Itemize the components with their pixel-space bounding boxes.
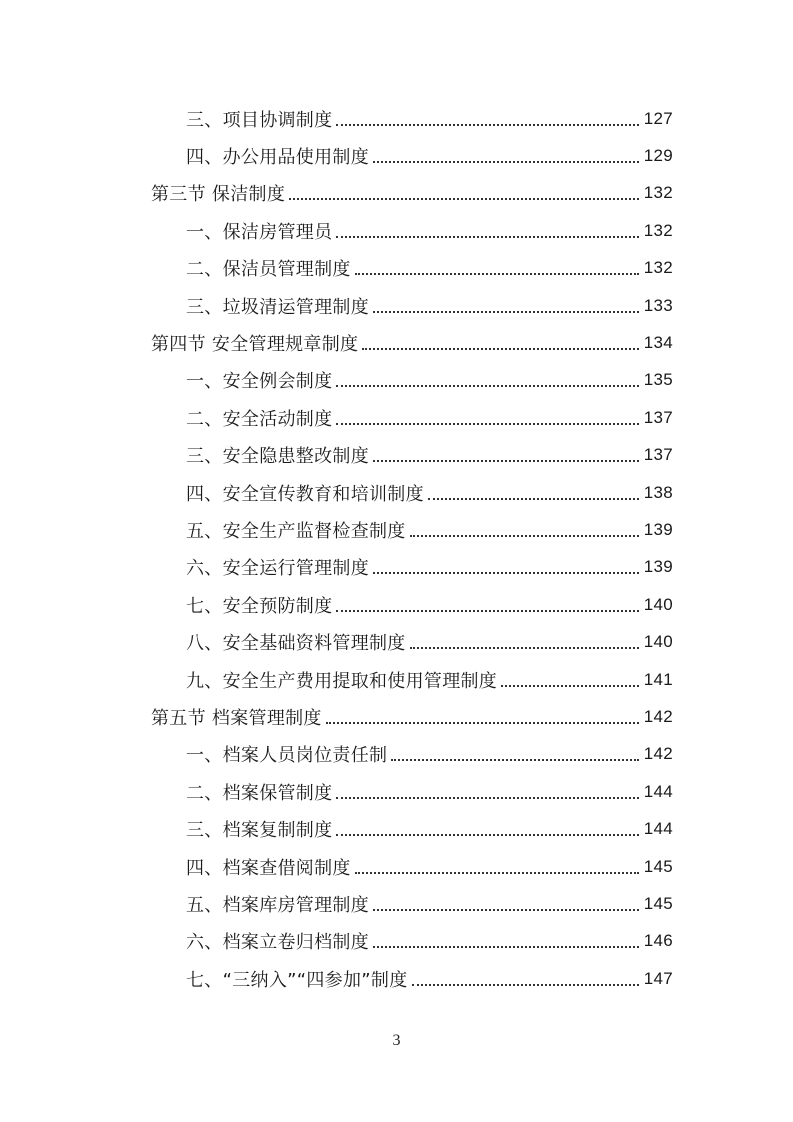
toc-entry-title: 八、安全基础资料管理制度 [186,633,406,655]
toc-entry[interactable] [0,250,793,287]
toc-entry-title: 七、安全预防制度 [186,595,333,617]
toc-entry-page: 127 [643,108,673,128]
toc-entry-page: 144 [643,781,673,801]
toc-entry-page: 142 [643,706,673,726]
toc-entry-page: 137 [643,445,673,465]
toc-entry-title: 四、安全宣传教育和培训制度 [186,483,424,505]
toc-entry-title: 一、档案人员岗位责任制 [186,745,388,767]
toc-entry-page: 140 [643,594,673,614]
toc-entry-title: 三、档案复制制度 [186,820,333,842]
toc-entry[interactable] [0,287,793,324]
toc-entry-page: 132 [643,220,673,240]
toc-entry-title: 三、项目协调制度 [186,109,333,131]
dot-leader [336,236,639,238]
toc-entry-title: 三、安全隐患整改制度 [186,446,369,468]
toc-entry-title: 一、安全例会制度 [186,371,333,393]
toc-entry-title: 六、档案立卷归档制度 [186,932,369,954]
toc-entry[interactable] [0,736,793,773]
toc-entry-page: 137 [643,407,673,427]
dot-leader [336,124,639,126]
toc-entry-page: 135 [643,370,673,390]
dot-leader [410,535,639,537]
toc-entry[interactable] [0,437,793,474]
toc-entry[interactable] [0,511,793,548]
toc-entry-page: 145 [643,856,673,876]
toc-entry-title: 二、保洁员管理制度 [186,259,351,281]
toc-entry-page: 133 [643,295,673,315]
dot-leader [391,759,639,761]
toc-entry[interactable] [0,137,793,174]
toc-entry[interactable] [0,100,793,137]
toc-entry[interactable] [0,474,793,511]
dot-leader [289,198,639,200]
toc-entry[interactable] [0,399,793,436]
dot-leader [362,348,639,350]
toc-entry[interactable] [0,923,793,960]
toc-entry-title: 四、办公用品使用制度 [186,147,369,169]
toc-entry-title: 二、档案保管制度 [186,782,333,804]
toc-section-entry[interactable] [0,175,793,212]
toc-entry-page: 146 [643,931,673,951]
toc-section-entry[interactable] [0,698,793,735]
dot-leader [412,984,640,986]
toc-entry-title: 二、安全活动制度 [186,408,333,430]
toc-entry-title: 五、安全生产监督检查制度 [186,520,406,542]
toc-entry-page: 141 [643,669,673,689]
toc-entry[interactable] [0,848,793,885]
toc-entry[interactable] [0,960,793,997]
dot-leader [501,685,639,687]
page-number: 3 [392,1032,401,1049]
dot-leader [355,872,639,874]
toc-entry-title: 第四节 安全管理规章制度 [151,334,359,356]
dot-leader [373,946,639,948]
dot-leader [336,610,639,612]
toc-entry[interactable] [0,810,793,847]
toc-entry-page: 147 [643,968,673,988]
toc-entry-title: 五、档案库房管理制度 [186,894,369,916]
dot-leader [373,311,639,313]
dot-leader [336,385,639,387]
toc-entry-title: 第五节 档案管理制度 [151,707,322,729]
toc-entry-page: 132 [643,183,673,203]
dot-leader [373,161,639,163]
toc-entry[interactable] [0,362,793,399]
toc-entry[interactable] [0,885,793,922]
dot-leader [373,572,639,574]
toc-entry-title: 九、安全生产费用提取和使用管理制度 [186,670,498,692]
toc-entry-page: 134 [643,333,673,353]
dot-leader [336,834,639,836]
toc-section-entry[interactable] [0,324,793,361]
toc-entry[interactable] [0,661,793,698]
dot-leader [373,909,639,911]
dot-leader [336,797,639,799]
toc-entry-title: 三、垃圾清运管理制度 [186,296,369,318]
toc-entry[interactable] [0,212,793,249]
toc-entry-title: 第三节 保洁制度 [151,184,286,206]
toc-entry-page: 129 [643,146,673,166]
toc-entry-page: 139 [643,557,673,577]
dot-leader [428,498,639,500]
toc-entry[interactable] [0,586,793,623]
dot-leader [355,273,639,275]
dot-leader [373,460,639,462]
dot-leader [326,722,639,724]
toc-entry-title: 一、保洁房管理员 [186,221,333,243]
toc-entry-title: 六、安全运行管理制度 [186,558,369,580]
toc-entry-page: 139 [643,519,673,539]
dot-leader [336,423,639,425]
toc-entry-title: 七、“三纳入”“四参加”制度 [186,969,408,991]
dot-leader [410,647,639,649]
toc-entry-page: 132 [643,258,673,278]
toc-entry-page: 140 [643,632,673,652]
toc-entry[interactable] [0,623,793,660]
toc-entry[interactable] [0,549,793,586]
toc-entry-page: 138 [643,482,673,502]
toc-entry[interactable] [0,773,793,810]
toc-entry-page: 144 [643,819,673,839]
toc-entry-page: 142 [643,744,673,764]
toc-entry-page: 145 [643,893,673,913]
table-of-contents [0,100,793,997]
toc-entry-title: 四、档案查借阅制度 [186,857,351,879]
